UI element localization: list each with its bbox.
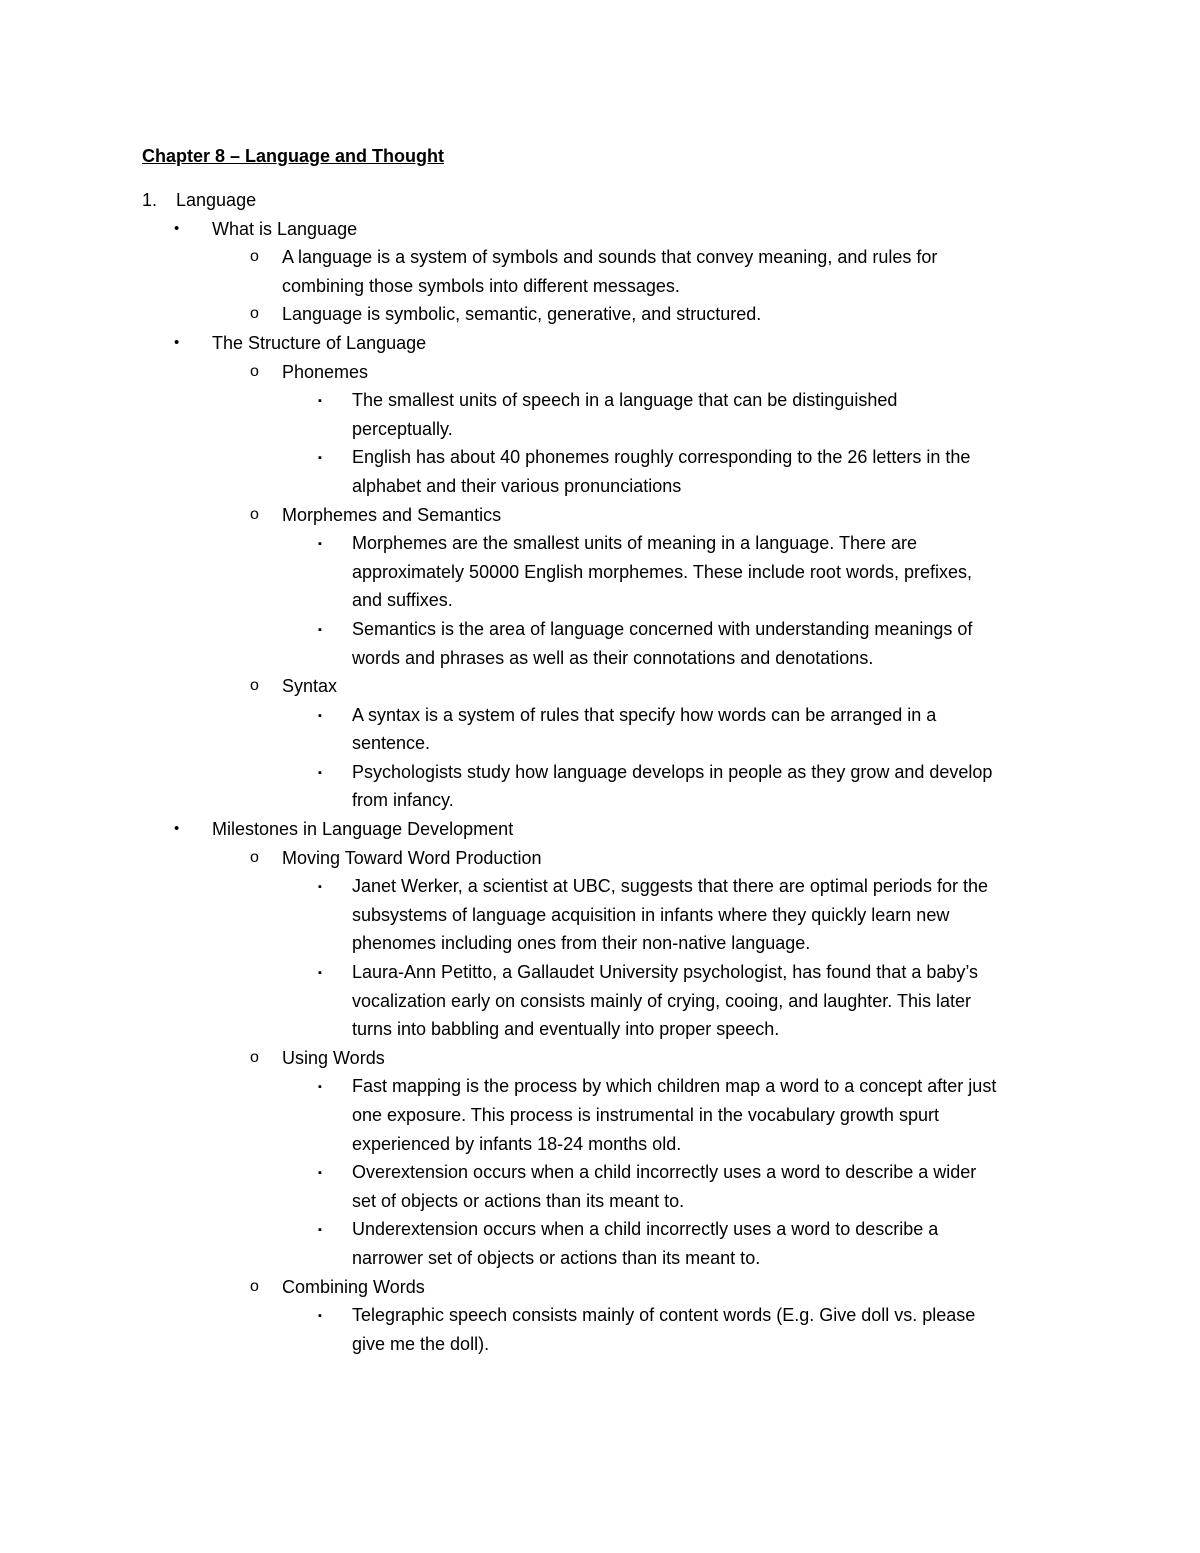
outline-text: alphabet and their various pronunciations: [352, 475, 682, 496]
outline-text: from infancy.: [352, 790, 454, 811]
outline-text: Using Words: [282, 1047, 385, 1068]
outline-item-continuation: [0, 987, 1200, 1016]
outline-item-continuation: [0, 1187, 1200, 1216]
outline-text: Combining Words: [282, 1276, 425, 1297]
outline-text: phenomes including ones from their non-native language.: [352, 933, 811, 954]
bullet-icon: •: [174, 333, 180, 351]
outline-text: combining those symbols into different messages.: [282, 275, 680, 296]
outline-item-continuation: [0, 1244, 1200, 1273]
outline-item-level-2: [0, 501, 1200, 530]
outline-text: Syntax: [282, 676, 338, 697]
outline-text: Morphemes and Semantics: [282, 504, 502, 525]
square-bullet-icon: ▪: [318, 881, 322, 894]
outline-item-level-3: [0, 1215, 1200, 1244]
outline-text: approximately 50000 English morphemes. These include root words, prefixes,: [352, 561, 972, 582]
outline-item-continuation: [0, 1015, 1200, 1044]
outline-item-level-3: [0, 872, 1200, 901]
circle-bullet-icon: o: [250, 677, 259, 695]
outline-text: experienced by infants 18-24 months old.: [352, 1133, 682, 1154]
outline-text: Overextension occurs when a child incorrectly uses a word to describe a wider: [352, 1162, 977, 1183]
outline-text: vocalization early on consists mainly of crying, cooing, and laughter. This later: [352, 990, 971, 1011]
outline-item-level-3: [0, 701, 1200, 730]
outline-text: perceptually.: [352, 418, 453, 439]
outline-item-level-2: [0, 243, 1200, 272]
outline-text: words and phrases as well as their connotations and denotations.: [352, 647, 874, 668]
outline-item-level-3: [0, 443, 1200, 472]
outline-text: Janet Werker, a scientist at UBC, suggests that there are optimal periods for the: [352, 876, 988, 897]
outline-item-continuation: [0, 558, 1200, 587]
outline-text: Morphemes are the smallest units of meaning in a language. There are: [352, 533, 917, 554]
outline-text: Language: [176, 190, 257, 210]
outline-text: Semantics is the area of language concerned with understanding meanings of: [352, 618, 973, 639]
outline-item-level-1: [0, 215, 1200, 244]
outline-item-continuation: [0, 1130, 1200, 1159]
outline-list: [0, 186, 1200, 1358]
outline-item-continuation: [0, 644, 1200, 673]
circle-bullet-icon: o: [250, 1277, 259, 1295]
circle-bullet-icon: o: [250, 848, 259, 866]
outline-item-continuation: [0, 929, 1200, 958]
number-marker: 1.: [142, 190, 158, 210]
outline-item-level-2: [0, 844, 1200, 873]
outline-text: Fast mapping is the process by which children map a word to a concept after just: [352, 1076, 997, 1097]
outline-text: sentence.: [352, 733, 431, 754]
outline-text: Laura-Ann Petitto, a Gallaudet University psychologist, has found that a baby’s: [352, 962, 979, 983]
outline-item-level-3: [0, 386, 1200, 415]
outline-item-level-3: [0, 1301, 1200, 1330]
circle-bullet-icon: o: [250, 505, 259, 523]
outline-text: Psychologists study how language develops in people as they grow and develop: [352, 761, 993, 782]
outline-text: A language is a system of symbols and sounds that convey meaning, and rules for: [282, 247, 938, 268]
circle-bullet-icon: o: [250, 305, 259, 323]
outline-item-level-2: [0, 1044, 1200, 1073]
outline-item-level-2: [0, 358, 1200, 387]
outline-text: Moving Toward Word Production: [282, 847, 542, 868]
outline-item-level-0: [0, 186, 1200, 215]
bullet-icon: •: [174, 219, 180, 237]
outline-text: English has about 40 phonemes roughly corresponding to the 26 letters in the: [352, 447, 971, 468]
outline-item-level-3: [0, 758, 1200, 787]
document-title: Chapter 8 – Language and Thought: [142, 146, 445, 166]
outline-text: set of objects or actions than its meant to.: [352, 1190, 685, 1211]
circle-bullet-icon: o: [250, 1048, 259, 1066]
outline-text: Telegraphic speech consists mainly of content words (E.g. Give doll vs. please: [352, 1305, 976, 1326]
circle-bullet-icon: o: [250, 248, 259, 266]
square-bullet-icon: ▪: [318, 967, 322, 980]
outline-item-level-2: [0, 300, 1200, 329]
square-bullet-icon: ▪: [318, 1081, 322, 1094]
outline-item-continuation: [0, 272, 1200, 301]
square-bullet-icon: ▪: [318, 538, 322, 551]
bullet-icon: •: [174, 820, 180, 838]
outline-item-level-3: [0, 615, 1200, 644]
outline-item-continuation: [0, 586, 1200, 615]
outline-item-level-2: [0, 1273, 1200, 1302]
outline-text: turns into babbling and eventually into proper speech.: [352, 1019, 780, 1040]
outline-item-continuation: [0, 1101, 1200, 1130]
outline-item-level-3: [0, 958, 1200, 987]
outline-text: give me the doll).: [352, 1333, 490, 1354]
outline-item-level-3: [0, 529, 1200, 558]
square-bullet-icon: ▪: [318, 623, 322, 636]
square-bullet-icon: ▪: [318, 1224, 322, 1237]
outline-text: one exposure. This process is instrumental in the vocabulary growth spurt: [352, 1105, 939, 1125]
outline-item-level-3: [0, 1158, 1200, 1187]
outline-item-continuation: [0, 901, 1200, 930]
outline-text: Underextension occurs when a child incorrectly uses a word to describe a: [352, 1219, 939, 1240]
outline-text: Milestones in Language Development: [212, 819, 514, 840]
square-bullet-icon: ▪: [318, 452, 322, 465]
outline-item-level-3: [0, 1072, 1200, 1101]
outline-text: Phonemes: [282, 361, 369, 382]
outline-text: and suffixes.: [352, 590, 453, 611]
outline-text: The smallest units of speech in a language that can be distinguished: [352, 390, 898, 411]
outline-item-continuation: [0, 415, 1200, 444]
outline-text: Language is symbolic, semantic, generative, and structured.: [282, 304, 762, 325]
outline-item-level-1: [0, 329, 1200, 358]
outline-text: subsystems of language acquisition in infants where they quickly learn new: [352, 904, 950, 925]
square-bullet-icon: ▪: [318, 1167, 322, 1180]
outline-item-level-2: [0, 672, 1200, 701]
outline-item-continuation: [0, 786, 1200, 815]
square-bullet-icon: ▪: [318, 709, 322, 722]
outline-item-continuation: [0, 1330, 1200, 1359]
square-bullet-icon: ▪: [318, 395, 322, 408]
outline-text: The Structure of Language: [212, 332, 427, 353]
outline-item-level-1: [0, 815, 1200, 844]
square-bullet-icon: ▪: [318, 766, 322, 779]
outline-text: What is Language: [212, 218, 358, 239]
square-bullet-icon: ▪: [318, 1310, 322, 1323]
outline-text: A syntax is a system of rules that specify how words can be arranged in a: [352, 704, 937, 725]
circle-bullet-icon: o: [250, 362, 259, 380]
outline-text: narrower set of objects or actions than its meant to.: [352, 1247, 761, 1268]
outline-item-continuation: [0, 729, 1200, 758]
outline-item-continuation: [0, 472, 1200, 501]
